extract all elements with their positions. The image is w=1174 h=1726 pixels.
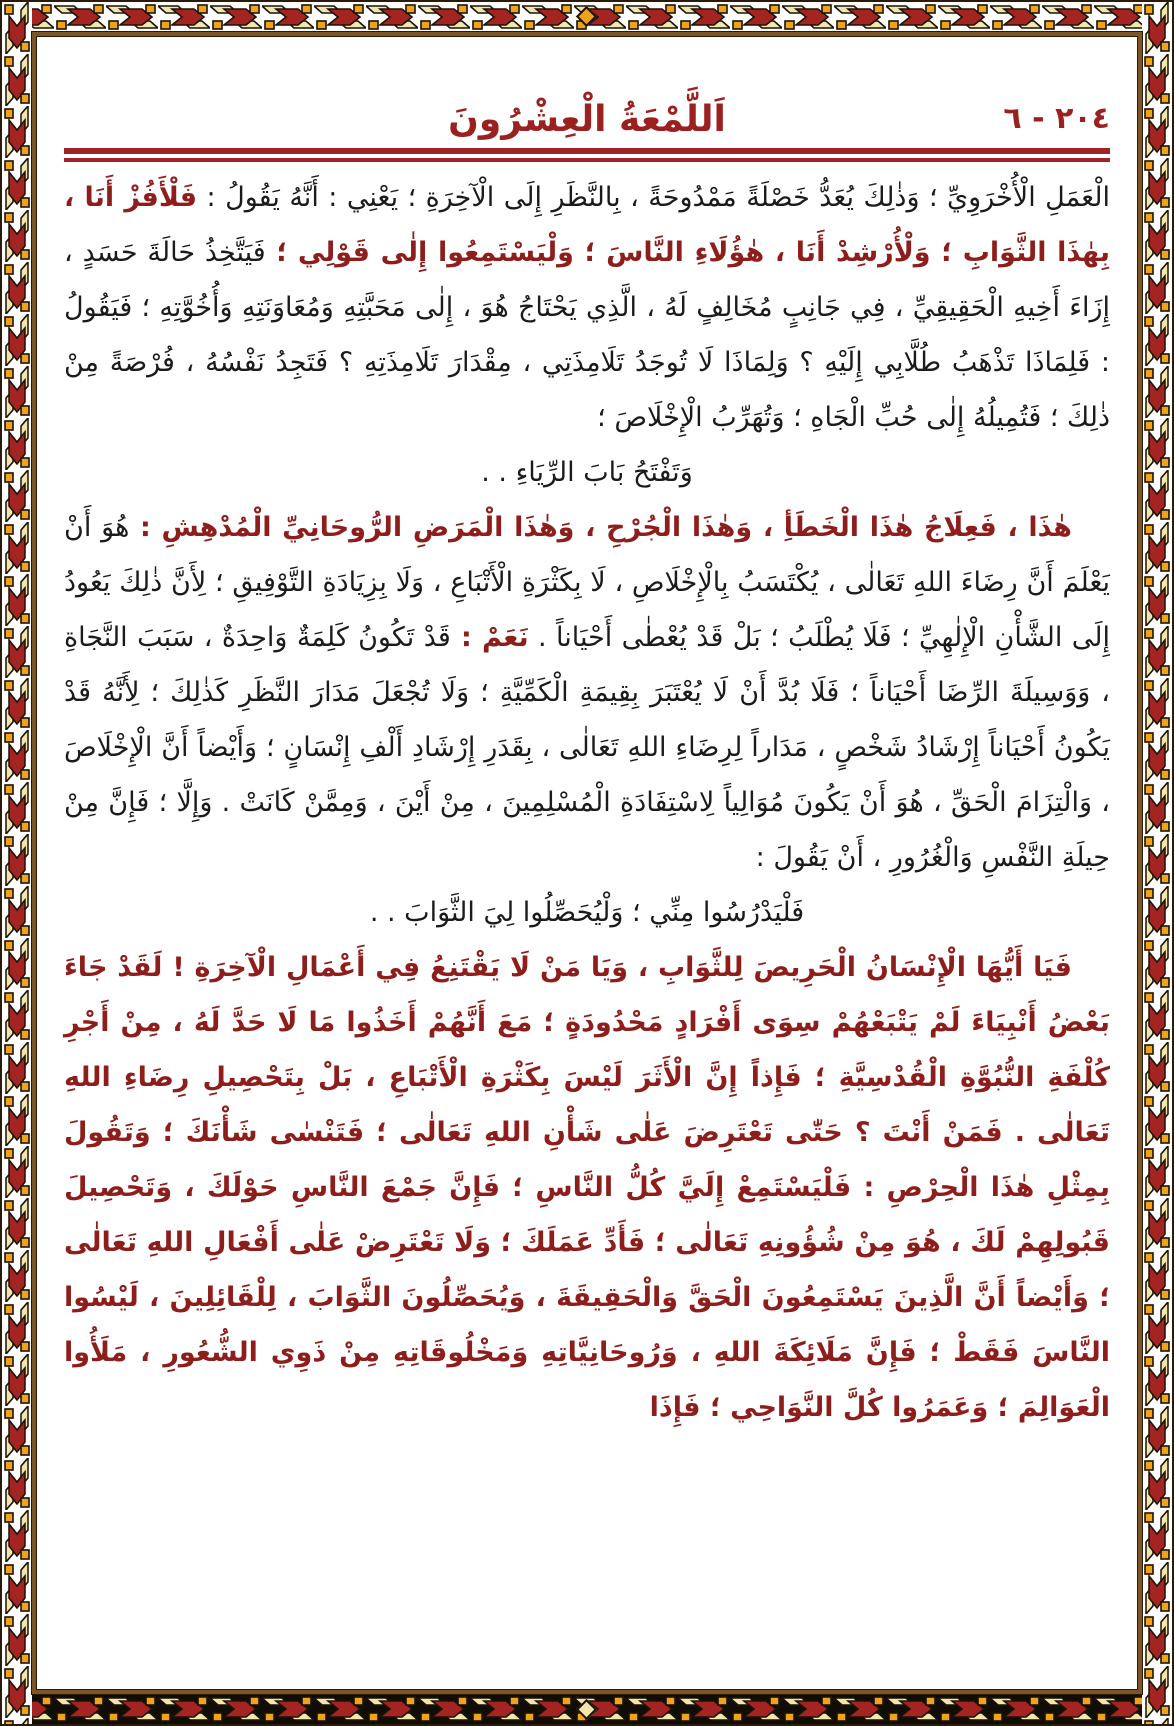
page-number: ٢٠٤ - ٦ <box>1003 101 1110 136</box>
ornamental-border-right <box>1142 2 1172 1724</box>
text-segment-red: نَعَمْ : <box>450 622 529 653</box>
paragraph <box>64 500 1110 885</box>
text-segment-black: قَدْ تَكُونُ كَلِمَةٌ وَاحِدَةٌ ، سَبَبَ النَّجَاةِ ، وَوَسِيلَةَ الرِّضَا أَحْيَاناً ؛ فَلَا بُدَّ أَنْ لَا يُعْتَبَرَ بِقِيمَةِ الْكَمِّيَّةِ ؛ وَلَا تُجْعَلَ مَدَارَ النَّظَرِ كَذٰلِكَ ؛ لِأَنَّهُ قَدْ يَكُونُ أَحْيَاناً إِرْشَادُ شَخْصٍ ، مَدَاراً لِرِضَاءِ اللهِ تَعَالٰى ، بِقَدَرِ إِرْشَادِ أَلْفِ إِنْسَانٍ ؛ وَأَيْضاً أَنَّ الْإِخْلَاصَ ، وَالْتِزَامَ الْحَقِّ ، هُوَ أَنْ يَكُونَ مُوَالِياً لِاسْتِفَادَةِ الْمُسْلِمِينَ ، مِنْ أَيْنَ ، وَمِمَّنْ كَانَتْ . وَإِلَّا ؛ فَإِنَّ مِنْ حِيلَةِ النَّفْسِ وَالْغُرُورِ ، أَنْ يَقُولَ : <box>64 622 1110 873</box>
paragraph <box>64 445 1110 500</box>
paragraph <box>64 170 1110 445</box>
text-segment-black: فَيَتَّخِذُ حَالَةَ حَسَدٍ ، إِزَاءَ أَخِيهِ الْحَقِيقِيِّ ، فِي جَانِبٍ مُخَالِفٍ لَهُ ، الَّذِي يَحْتَاجُ هُوَ ، إِلٰى مَحَبَّتِهِ وَمُعَاوَنَتِهِ وَأُخُوَّتِهِ ؛ فَيَقُولُ : فَلِمَاذَا تَذْهَبُ طُلَّابِي إِلَيْهِ ؟ وَلِمَاذَا لَا تُوجَدُ تَلَامِذَتِي ، مِقْدَارَ تَلَامِذَتِهِ ؟ فَتَجِدُ نَفْسُهُ ، فُرْصَةً مِنْ ذٰلِكَ ؛ فَتُمِيلُهُ إِلٰى حُبِّ الْجَاهِ ؛ وَتُهَرِّبُ الْإِخْلَاصَ ؛ <box>64 237 1110 433</box>
text-segment-red: هٰذَا ، فَعِلَاجُ هٰذَا الْخَطَأِ ، وَهٰذَا الْجُرْحِ ، وَهٰذَا الْمَرَضِ الرُّوحَانِيِّ الْمُدْهِشِ : <box>129 512 1072 543</box>
text-segment-red: فَيَا أَيُّهَا الْإِنْسَانُ الْحَرِيصَ لِلثَّوَابِ ، وَيَا مَنْ لَا يَقْتَنِعُ فِي أَعْمَالِ الْآخِرَةِ ! لَقَدْ جَاءَ بَعْضُ أَنْبِيَاءَ لَمْ يَتْبَعْهُمْ سِوَى أَفْرَادٍ مَحْدُودَةٍ ؛ مَعَ أَنَّهُمْ أَخَذُوا مَا لَا حَدَّ لَهُ ، مِنْ أَجْرِ كُلْفَةِ النُّبُوَّةِ الْقُدْسِيَّةِ ؛ فَإِذاً إِنَّ الْأَثَرَ لَيْسَ بِكَثْرَةِ الْأَتْبَاعِ ، بَلْ بِتَحْصِيلِ رِضَاءِ اللهِ تَعَالٰى . فَمَنْ أَنْتَ ؟ حَتّٰى تَعْتَرِضَ عَلٰى شَأْنِ اللهِ تَعَالٰى ؛ فَتَنْسٰى شَأْنَكَ ؛ وَتَقُولَ بِمِثْلِ هٰذَا الْحِرْصِ : فَلْيَسْتَمِعْ إِلَيَّ كُلُّ النَّاسِ ؛ فَإِنَّ جَمْعَ النَّاسِ حَوْلَكَ ، وَتَحْصِيلَ قَبُولِهِمْ لَكَ ، هُوَ مِنْ شُؤُونِهِ تَعَالٰى ؛ فَأَدِّ عَمَلَكَ ؛ وَلَا تَعْتَرِضْ عَلٰى أَفْعَالِ اللهِ تَعَالٰى ؛ وَأَيْضاً أَنَّ الَّذِينَ يَسْتَمِعُونَ الْحَقَّ وَالْحَقِيقَةَ ، وَيُحَصِّلُونَ الثَّوَابَ ، لِلْقَائِلِينَ ، لَيْسُوا النَّاسَ فَقَطْ ؛ فَإِنَّ مَلَائِكَةَ اللهِ ، وَرُوحَانِيَّاتِهِ وَمَخْلُوقَاتِهِ مِنْ ذَوِي الشُّعُورِ ، مَلَأُوا الْعَوَالِمَ ؛ وَعَمَرُوا كُلَّ النَّوَاحِي ؛ فَإِذَا <box>64 952 1110 1423</box>
paragraph <box>64 885 1110 940</box>
text-segment-black: وَتَفْتَحُ بَابَ الرِّيَاءِ . . <box>481 457 693 488</box>
text-segment-red: فَلْأَفُزْ أَنَا ، بِهٰذَا الثَّوَابِ ؛ وَلْأُرْشِدْ أَنَا ، هٰؤُلَاءِ النَّاسَ ؛ وَلْيَسْتَمِعُوا إِلٰى قَوْلِي ؛ <box>64 182 1110 268</box>
text-segment-black: هُوَ أَنْ يَعْلَمَ أَنَّ رِضَاءَ اللهِ تَعَالٰى ، يُكْتَسَبُ بِالْإِخْلَاصِ ، لَا بِكَثْرَةِ الْأَتْبَاعِ ، وَلَا بِزِيَادَةِ التَّوْفِيقِ ؛ لِأَنَّ ذٰلِكَ يَعُودُ إِلَى الشَّأْنِ الْإِلٰهِيِّ ؛ فَلَا يُطْلَبُ ؛ بَلْ قَدْ يُعْطٰى أَحْيَاناً . <box>64 512 1110 653</box>
ornamental-border-left <box>2 2 32 1724</box>
text-body <box>64 170 1110 1435</box>
paragraph <box>64 940 1110 1435</box>
page-content <box>38 38 1136 1688</box>
page-title: اَللَّمْعَةُ الْعِشْرُونَ <box>448 99 726 140</box>
header-double-rule <box>64 148 1110 162</box>
text-segment-black: الْعَمَلِ الْأُخْرَوِيِّ ؛ وَذٰلِكَ يُعَدُّ خَصْلَةً مَمْدُوحَةً ، بِالنَّظَرِ إِلَى الْآخِرَةِ ؛ يَعْنِي : أَنَّهُ يَقُولُ : <box>197 182 1110 213</box>
text-segment-black: فَلْيَدْرُسُوا مِنِّي ؛ وَلْيُحَصِّلُوا لِيَ الثَّوَابَ . . <box>369 897 805 928</box>
page-header <box>64 54 1110 148</box>
